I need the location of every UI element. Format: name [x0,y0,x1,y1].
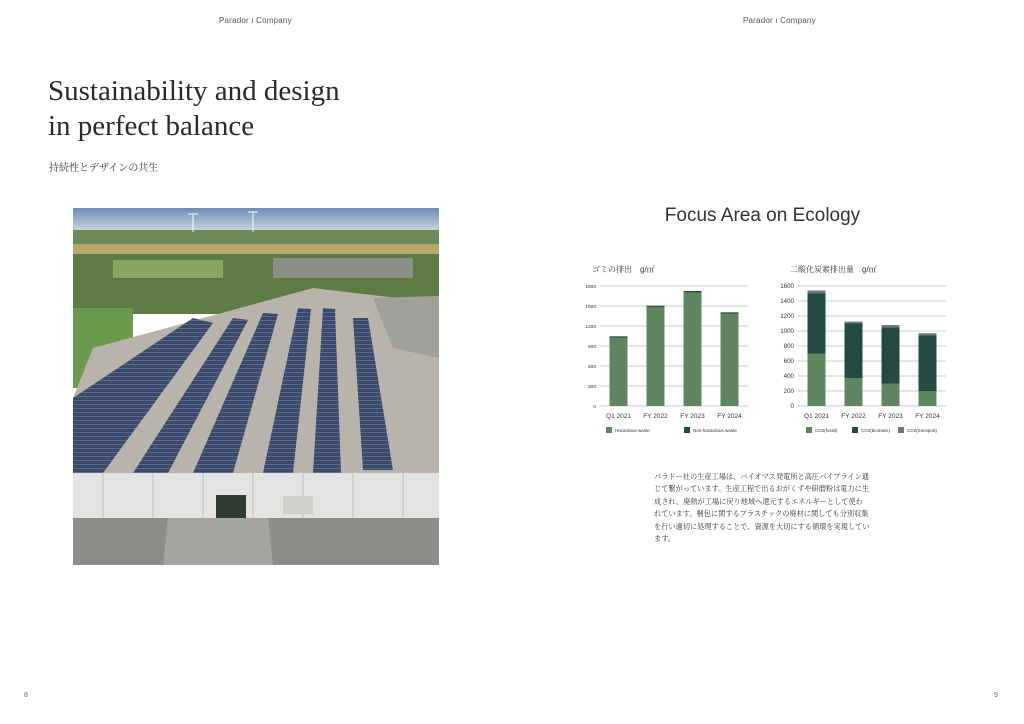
bar-segment [808,354,826,407]
legend-label: CO2(transport) [907,428,938,433]
y-tick-label: 1500 [585,305,596,310]
x-tick-label: Q1 2021 [606,413,631,420]
bar-non-hazardous-waste [684,292,702,406]
legend-label: Non-hazardous waste [693,428,737,433]
bar-segment [808,291,826,294]
page-number-left: 8 [24,692,28,699]
ecology-description: パラドー社の生産工場は、バイオマス発電所と高圧パイプライン通じて繋がっています。生産工程で出るおがくずや研磨粉は電力に生成され、廃熱が工場に戻り地域へ還元するエネルギーとして使われています。梱包に関するプラスチックの廃材に関しても分別収集を行い適切に処理することで、資源を大切にする循環を実現しています。 [654,472,870,544]
factory-aerial-photo [73,208,439,565]
co2-chart-title: 二酸化炭素排出量 g/㎡ [790,265,877,274]
y-tick-label: 400 [783,373,794,380]
waste-chart-title: ゴミの排出 g/㎡ [592,265,655,274]
page-subtitle: 持続性とデザインの共生 [49,163,159,174]
y-tick-label: 800 [783,343,794,350]
focus-area-title: Focus Area on Ecology [664,205,861,226]
y-tick-label: 1000 [780,328,794,335]
y-tick-label: 1800 [585,285,596,290]
bar-segment [919,391,937,406]
x-tick-label: FY 2023 [680,413,705,420]
legend-swatch [806,427,812,433]
y-tick-label: 300 [587,385,596,390]
waste-chart [570,278,760,443]
y-tick-label: 600 [587,365,596,370]
page-title-line1: Sustainability and design [48,75,340,107]
bar-segment [919,333,937,335]
bar-segment [845,324,863,379]
y-tick-label: 1200 [585,325,596,330]
running-header-right: Parador ı Company [743,16,816,25]
legend-swatch [684,427,690,433]
bar-segment [808,294,826,354]
legend-swatch [852,427,858,433]
y-tick-label: 600 [783,358,794,365]
y-tick-label: 200 [783,388,794,395]
bar-segment [919,336,937,392]
page-title-line2: in perfect balance [48,110,255,142]
y-tick-label: 1200 [780,313,794,320]
x-tick-label: FY 2024 [717,413,742,420]
legend-swatch [898,427,904,433]
y-tick-label: 0 [790,403,794,410]
x-tick-label: FY 2022 [643,413,668,420]
bar-segment [882,384,900,407]
bar-non-hazardous-waste [610,337,628,406]
x-tick-label: FY 2024 [915,413,940,420]
bar-non-hazardous-waste [721,313,739,406]
legend-label: CO2(fossil) [815,428,838,433]
legend-label: Hazardous waste [615,428,650,433]
bar-hazardous-waste [684,291,702,292]
running-header-left: Parador ı Company [219,16,292,25]
x-tick-label: FY 2023 [878,413,903,420]
bar-segment [845,378,863,406]
y-tick-label: 1400 [780,298,794,305]
bar-hazardous-waste [647,306,665,307]
bar-non-hazardous-waste [647,307,665,406]
x-tick-label: FY 2022 [841,413,866,420]
x-tick-label: Q1 2021 [804,413,829,420]
bar-hazardous-waste [721,312,739,313]
legend-swatch [606,427,612,433]
bar-segment [882,327,900,383]
bar-segment [882,325,900,327]
y-tick-label: 900 [587,345,596,350]
page-number-right: 9 [994,692,998,699]
legend-label: CO2(biomass) [861,428,891,433]
y-tick-label: 0 [593,405,596,410]
page-title [48,74,340,144]
y-tick-label: 1600 [780,283,794,290]
co2-chart [768,278,958,443]
bar-segment [845,322,863,324]
bar-hazardous-waste [610,336,628,337]
